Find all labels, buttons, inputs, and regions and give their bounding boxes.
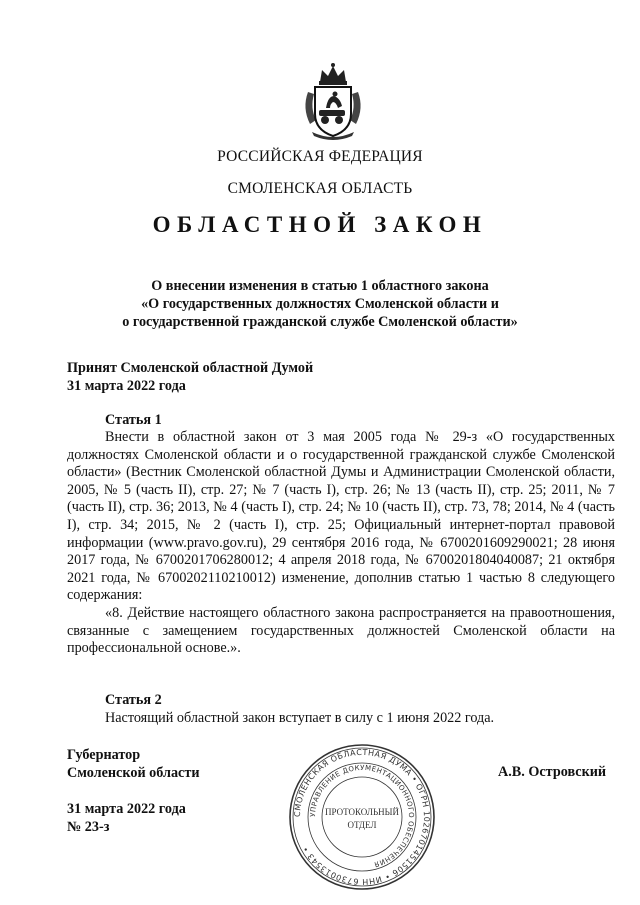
subject-line-1: О внесении изменения в статью 1 областного закона <box>151 278 489 294</box>
subject-line-2: «О государственных должностях Смоленской области и <box>141 296 499 312</box>
signatory-position <box>67 746 200 782</box>
article-1-title: Статья 1 <box>105 412 162 428</box>
law-subject <box>0 277 640 331</box>
adopted-date: 31 марта 2022 года <box>67 378 186 394</box>
article-1-paragraph-1: Внести в областной закон от 3 мая 2005 года № 29-з «О государственных должностях Смоленской области и о государственной гражданской службе Смоленской области» (Вестник Смоленской областной Думы и Администрации Смоленской области, 2005, № 5 (часть II), стр. 27; № 7 (часть I), стр. 26; № 13 (часть II), стр. 25; 2011, № 7 (часть II), стр. 36; 2013, № 4 (часть I), стр. 24; № 10 (часть II), стр. 73, 78; 2014, № 4 (часть I), стр. 34; 2015, № 2 (часть I), стр. 25; Официальный интернет-портал правовой информации (www.pravo.gov.ru), 29 сентября 2016 года, № 6700201609290021; 28 июня 2017 года, № 6700201706280012; 4 апреля 2018 года, № 6700201804040087; 21 октября 2021 года, № 6700202110210012) изменение, дополнив статью 1 частью 8 следующего содержания: <box>67 429 615 604</box>
stamp-center-line-1: ПРОТОКОЛЬНЫЙ <box>325 807 399 817</box>
article-1-paragraph-2: «8. Действие настоящего областного закона распространяется на правоотношения, связанные с замещением государственных должностей Смоленской области на профессиональной основе.». <box>67 604 615 657</box>
region-heading: СМОЛЕНСКАЯ ОБЛАСТЬ <box>227 180 413 197</box>
law-number: № 23-з <box>67 819 110 835</box>
document-footer <box>67 800 186 836</box>
adoption-info <box>67 359 313 395</box>
smolensk-coat-of-arms-icon <box>298 62 368 140</box>
subject-line-3: о государственной гражданской службе Смоленской области» <box>122 314 518 330</box>
stamp-outer-ring-text: СМОЛЕНСКАЯ ОБЛАСТНАЯ ДУМА • ОГРН 1026701451506 • ИНН 6730013543 • <box>292 747 432 887</box>
adopted-by: Принят Смоленской областной Думой <box>67 360 314 376</box>
article-2-paragraph-1: Настоящий областной закон вступает в силу с 1 июня 2022 года. <box>105 710 495 726</box>
federation-heading: РОССИЙСКАЯ ФЕДЕРАЦИЯ <box>217 148 423 165</box>
position-line-1: Губернатор <box>67 747 141 763</box>
stamp-inner-ring-text: УПРАВЛЕНИЕ ДОКУМЕНТАЦИОННОГО ОБЕСПЕЧЕНИЯ <box>308 763 416 869</box>
stamp-center-line-2: ОТДЕЛ <box>347 820 377 830</box>
article-2-title: Статья 2 <box>105 692 162 708</box>
position-line-2: Смоленской области <box>67 765 200 781</box>
document-type-title: ОБЛАСТНОЙ ЗАКОН <box>152 212 488 237</box>
official-stamp-icon <box>288 743 436 891</box>
signatory-name: А.В. Островский <box>498 764 607 780</box>
signing-date: 31 марта 2022 года <box>67 801 186 817</box>
article-1-body <box>67 429 615 658</box>
